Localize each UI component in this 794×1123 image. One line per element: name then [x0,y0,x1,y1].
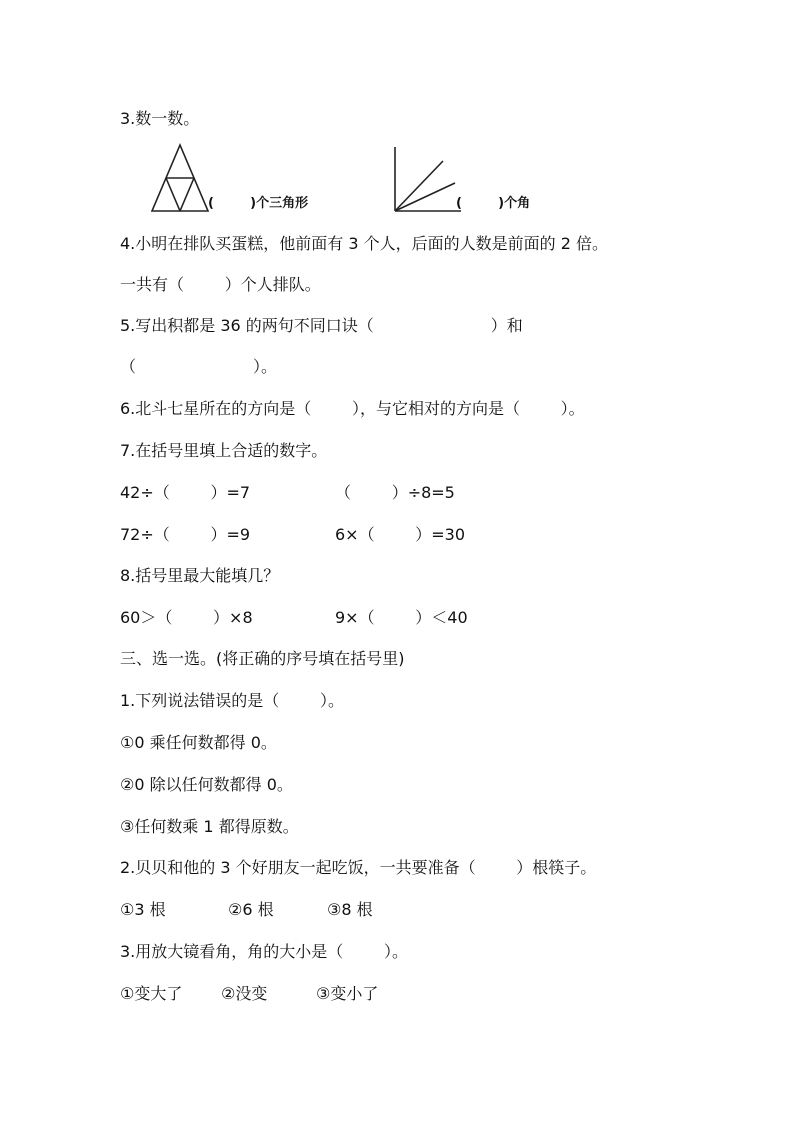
q4-line1: 4.小明在排队买蛋糕，他前面有 3 个人，后面的人数是前面的 2 倍。 [120,234,608,253]
q4-line2: 一共有（ ）个人排队。 [120,275,321,294]
q5-line2: （ ）。 [120,357,277,376]
triangle-count-blank[interactable]: ( )个三角形 [208,196,309,211]
q7-item: （ ）÷8=5 [335,483,455,502]
q8-item: 9×（ ）＜40 [335,608,468,627]
angle-figure [393,145,463,215]
s3-q1-option: ③任何数乘 1 都得原数。 [120,817,299,836]
q8-title: 8.括号里最大能填几？ [120,566,280,585]
q6-line1: 6.北斗七星所在的方向是（ ），与它相对的方向是（ ）。 [120,399,585,418]
s3-q3-option: ②没变 [221,984,268,1003]
q7-item: 42÷（ ）=7 [120,483,251,502]
s3-q1-stem: 1.下列说法错误的是（ ）。 [120,691,344,710]
q7-item: 72÷（ ）=9 [120,525,251,544]
q3-title: 3.数一数。 [120,109,200,128]
s3-q2-option: ③8 根 [327,900,373,919]
q7-item: 6×（ ）=30 [335,525,466,544]
q8-item: 60＞（ ）×8 [120,608,253,627]
section3-heading: 三、选一选。(将正确的序号填在括号里) [120,649,405,668]
s3-q1-option: ①0 乘任何数都得 0。 [120,733,277,752]
s3-q2-option: ②6 根 [228,900,274,919]
q5-line1: 5.写出积都是 36 的两句不同口诀（ ）和 [120,316,523,335]
s3-q3-option: ③变小了 [316,984,379,1003]
q7-title: 7.在括号里填上合适的数字。 [120,441,328,460]
s3-q2-option: ①3 根 [120,900,166,919]
s3-q3-option: ①变大了 [120,984,183,1003]
s3-q3-stem: 3.用放大镜看角，角的大小是（ ）。 [120,942,408,961]
s3-q2-stem: 2.贝贝和他的 3 个好朋友一起吃饭，一共要准备（ ）根筷子。 [120,858,597,877]
triangle-figure [150,143,210,213]
angle-count-blank[interactable]: ( )个角 [456,196,531,211]
s3-q1-option: ②0 除以任何数都得 0。 [120,775,293,794]
